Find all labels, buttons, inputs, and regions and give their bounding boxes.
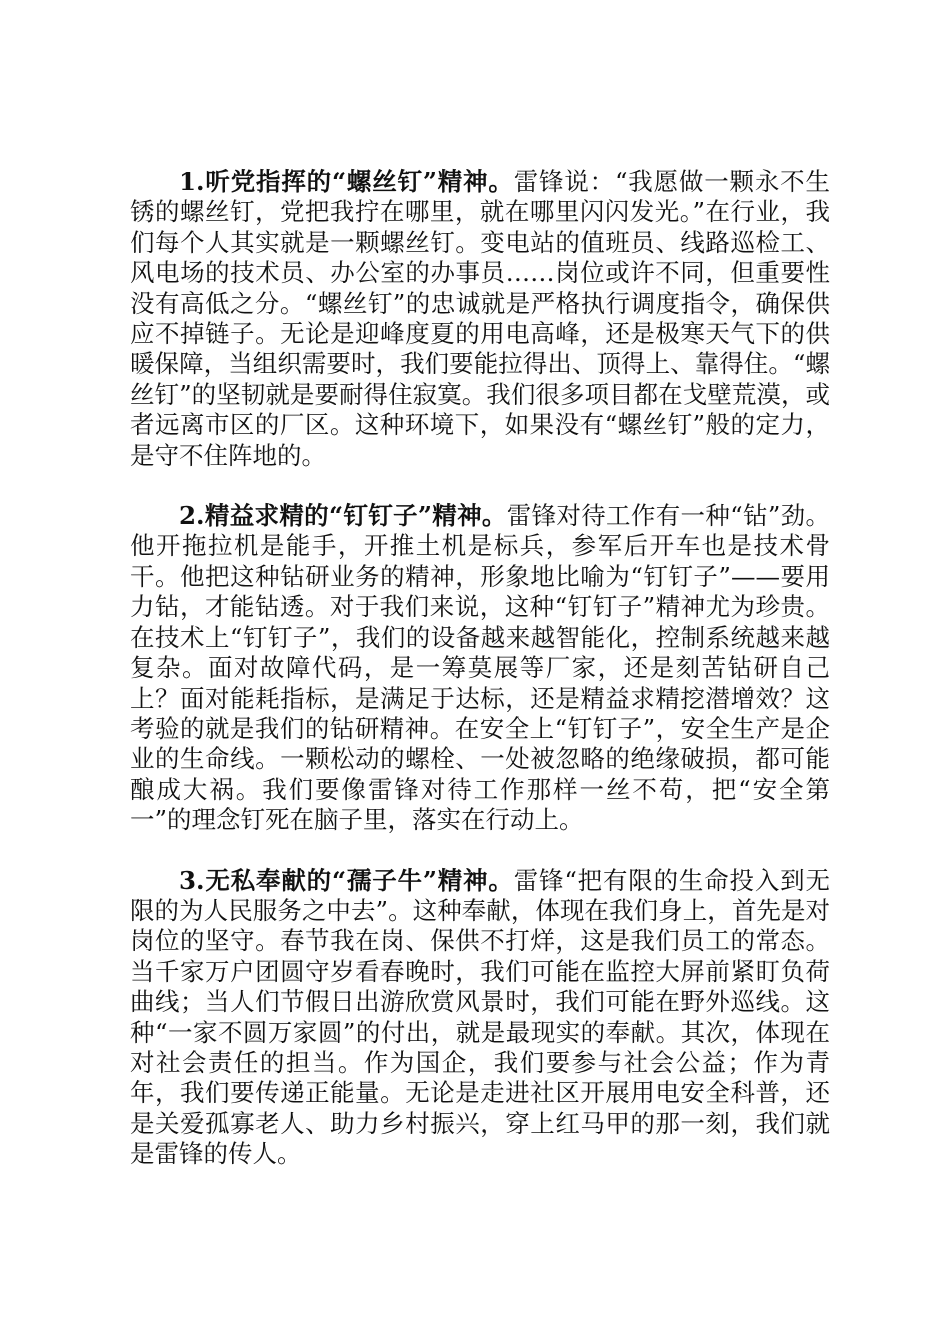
- document-page: [130, 167, 830, 1170]
- paragraph-body: 雷锋对待工作有一种“钻”劲。他开拖拉机是能手，开推土机是标兵，参军后开车也是技术骨干。他把这种钻研业务的精神，形象地比喻为“钉钉子”——要用力钻，才能钻透。对于我们来说，这种“钉钉子”精神尤为珍贵。在技术上“钉钉子”，我们的设备越来越智能化，控制系统越来越复杂。面对故障代码，是一筹莫展等厂家，还是刻苦钻研自己上？面对能耗指标，是满足于达标，还是精益求精挖潜增效？这考验的就是我们的钻研精神。在安全上“钉钉子”，安全生产是企业的生命线。一颗松动的螺栓、一处被忽略的绝缘破损，都可能酿成大祸。我们要像雷锋对待工作那样一丝不苟，把“安全第一”的理念钉死在脑子里，落实在行动上。: [130, 501, 830, 835]
- section-heading: 2.精益求精的“钉钉子”精神。: [179, 501, 507, 531]
- section-heading: 1.听党指挥的“螺丝钉”精神。: [179, 167, 514, 196]
- paragraph-screw-spirit: [130, 167, 830, 471]
- paragraph-ox-spirit: [130, 866, 830, 1170]
- paragraph-body: 雷锋“把有限的生命投入到无限的为人民服务之中去”。这种奉献，体现在我们身上，首先是对岗位的坚守。春节我在岗、保供不打烊，这是我们员工的常态。当千家万户团圆守岁看春晚时，我们可能在监控大屏前紧盯负荷曲线；当人们节假日出游欣赏风景时，我们可能在野外巡线。这种“一家不圆万家圆”的付出，就是最现实的奉献。其次，体现在对社会责任的担当。作为国企，我们要参与社会公益；作为青年，我们要传递正能量。无论是走进社区开展用电安全科普，还是关爱孤寡老人、助力乡村振兴，穿上红马甲的那一刻，我们就是雷锋的传人。: [130, 865, 830, 1169]
- paragraph-body: 雷锋说：“我愿做一颗永不生锈的螺丝钉，党把我拧在哪里，就在哪里闪闪发光。”在行业，我们每个人其实就是一颗螺丝钉。变电站的值班员、线路巡检工、风电场的技术员、办公室的办事员……岗位或许不同，但重要性没有高低之分。“螺丝钉”的忠诚就是严格执行调度指令，确保供应不掉链子。无论是迎峰度夏的用电高峰，还是极寒天气下的供暖保障，当组织需要时，我们要能拉得出、顶得上、靠得住。“螺丝钉”的坚韧就是要耐得住寂寞。我们很多项目都在戈壁荒漠，或者远离市区的厂区。这种环境下，如果没有“螺丝钉”般的定力，是守不住阵地的。: [130, 167, 830, 470]
- paragraph-nail-spirit: [130, 501, 830, 835]
- section-heading: 3.无私奉献的“孺子牛”精神。: [179, 865, 514, 895]
